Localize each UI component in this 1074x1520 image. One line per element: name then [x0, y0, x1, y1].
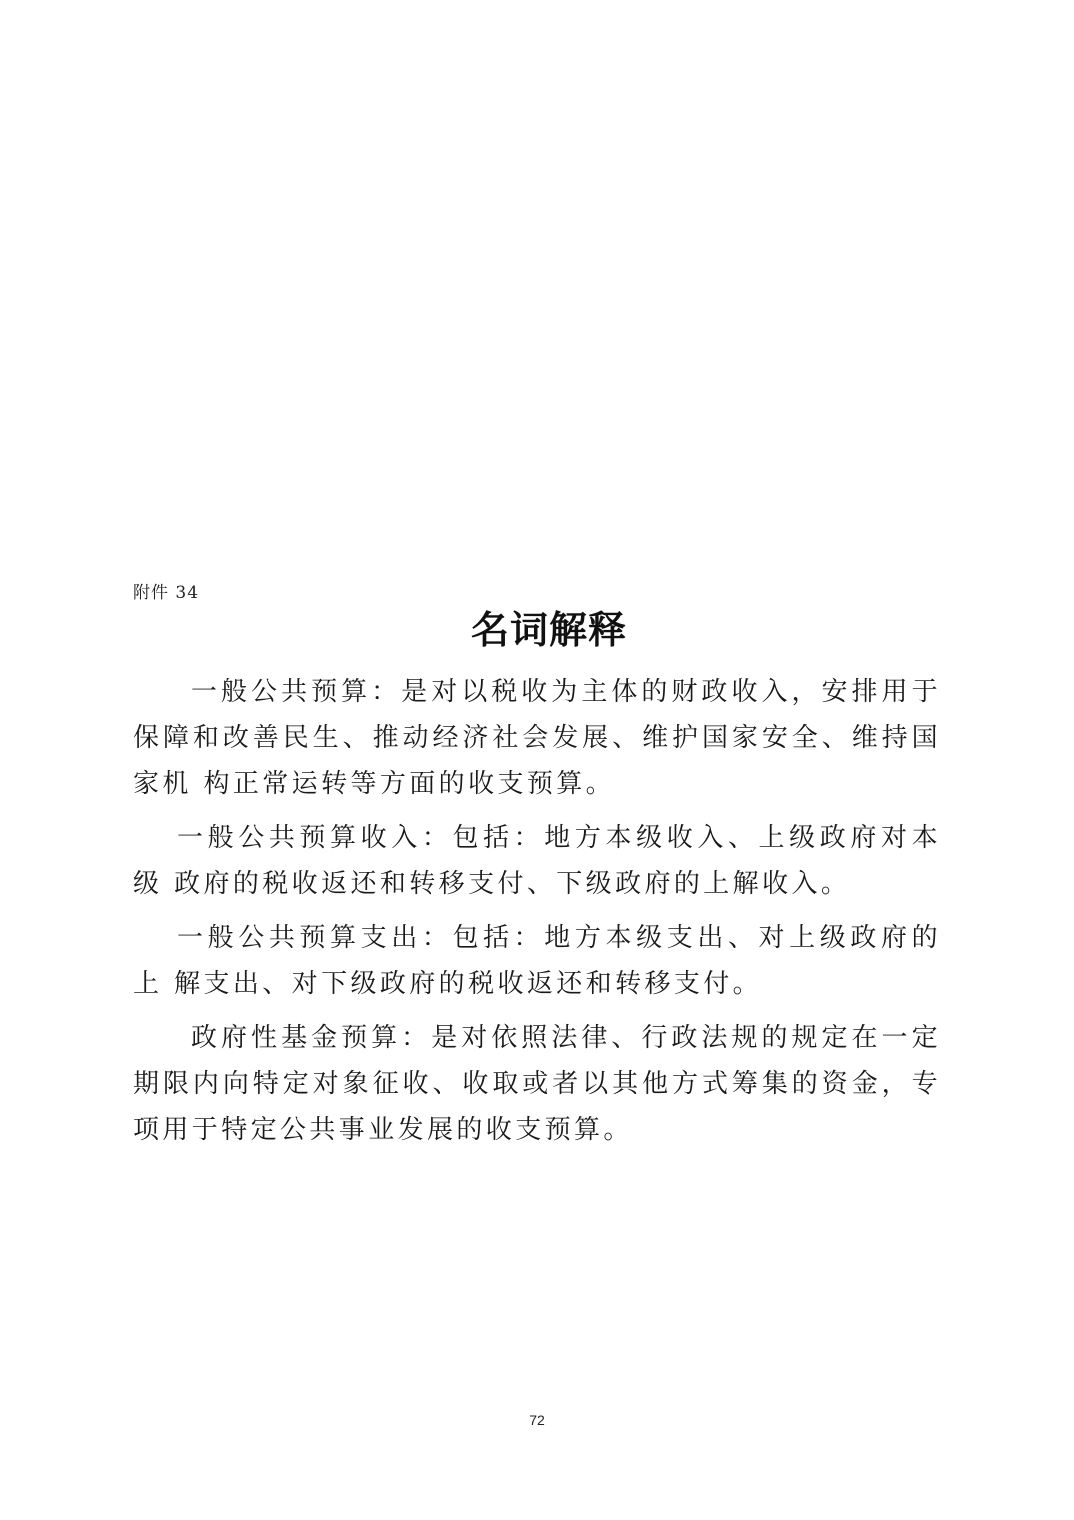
paragraph-general-public-budget-expenditure: 一般公共预算支出：包括：地方本级支出、对上级政府的上 解支出、对下级政府的税收返还和转移支付。: [133, 923, 941, 999]
paragraph-general-public-budget: 一般公共预算：是对以税收为主体的财政收入，安排用于保障和改善民生、推动经济社会发展、维护国家安全、维持国家机 构正常运转等方面的收支预算。: [133, 677, 941, 799]
paragraph-general-public-budget-revenue: 一般公共预算收入：包括：地方本级收入、上级政府对本级 政府的税收返还和转移支付、下级政府的上解收入。: [133, 823, 941, 899]
page-title: 名词解释: [470, 607, 627, 652]
document-body: [133, 669, 941, 1153]
attachment-label: 附件 34: [133, 583, 200, 603]
paragraph-government-fund-budget: 政府性基金预算：是对依照法律、行政法规的规定在一定期限内向特定对象征收、收取或者以其他方式筹集的资金，专项用于特定公共事业发展的收支预算。: [133, 1023, 941, 1145]
page-number: 72: [529, 1412, 545, 1428]
